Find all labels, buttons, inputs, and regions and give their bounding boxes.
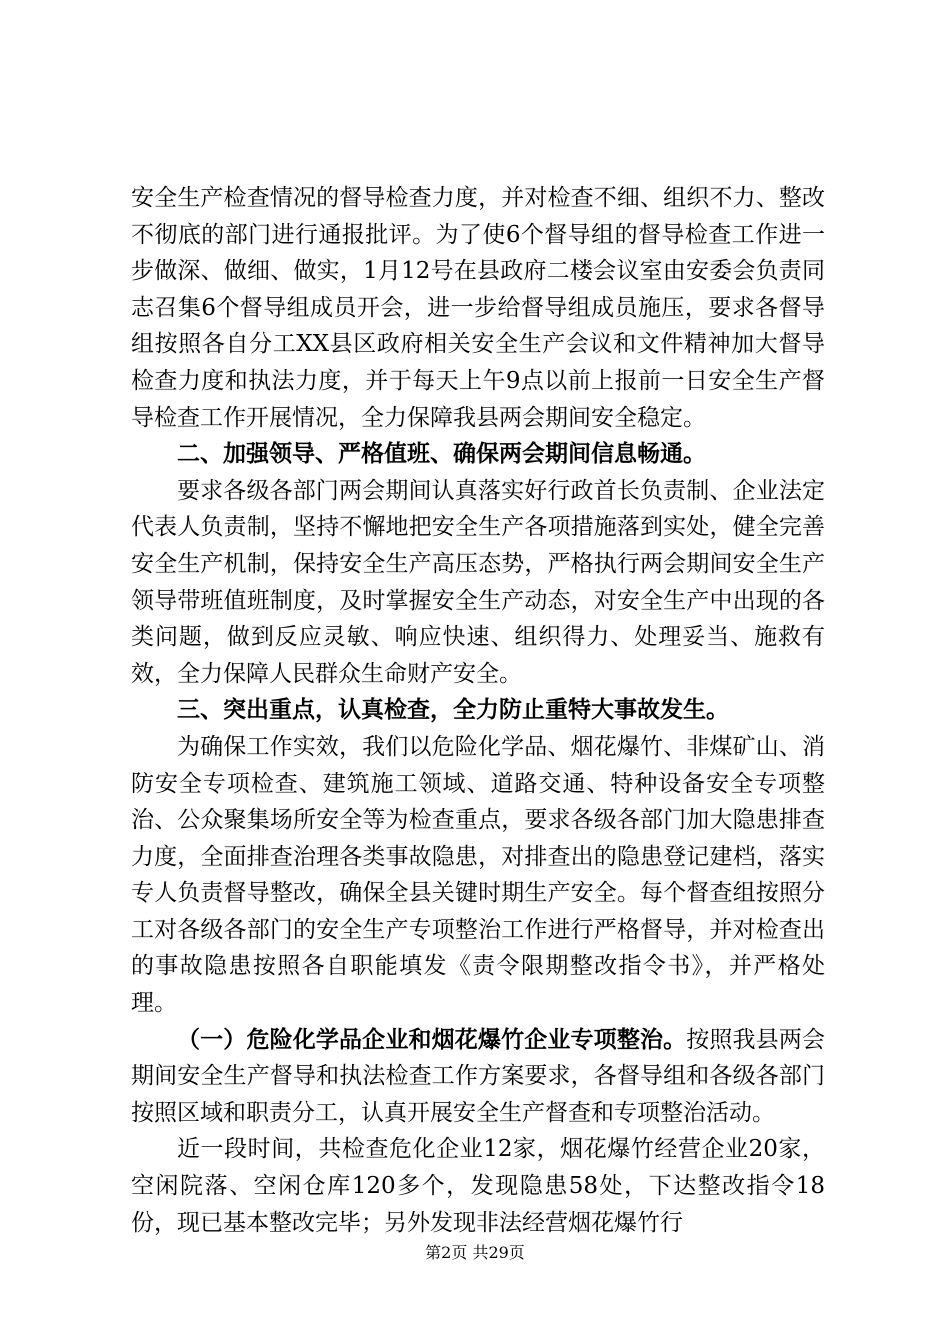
body-paragraph: 安全生产检查情况的督导检查力度，并对检查不细、组织不力、整改不彻底的部门进行通报批评。为了使6个督导组的督导检查工作进一步做深、做细、做实，1月12号在县政府二楼会议室由安委会负责同志召集6个督导组成员开会，进一步给督导组成员施压，要求各督导组按照各自分工XX县区政府相关安全生产会议和文件精神加大督导检查力度和执法力度，并于每天上午9点以前上报前一日安全生产督导检查工作开展情况，全力保障我县两会期间安全稳定。: [131, 185, 825, 431]
subsection-paragraph: [131, 1022, 825, 1132]
document-body: [131, 180, 825, 1241]
body-paragraph: 要求各级各部门两会期间认真落实好行政首长负责制、企业法定代表人负责制，坚持不懈地把安全生产各项措施落到实处，健全完善安全生产机制，保持安全生产高压态势，严格执行两会期间安全生产领导带班值班制度，及时掌握安全生产动态，对安全生产中出现的各类问题，做到反应灵敏、响应快速、组织得力、处理妥当、施救有效，全力保障人民群众生命财产安全。: [131, 477, 825, 687]
subsection-text: 按照我县两会期间安全生产督导和执法检查工作方案要求，各督导组和各级各部门按照区域和职责分工，认真开展安全生产督查和专项整治活动。: [131, 1026, 826, 1126]
section-heading: 二、加强领导、严格值班、确保两会期间信息畅通。: [177, 441, 706, 468]
body-paragraph: 为确保工作实效，我们以危险化学品、烟花爆竹、非煤矿山、消防安全专项检查、建筑施工领域、道路交通、特种设备安全专项整治、公众聚集场所安全等为检查重点，要求各级各部门加大隐患排查力度，全面排查治理各类事故隐患，对排查出的隐患登记建档，落实专人负责督导整改，确保全县关键时期生产安全。每个督查组按照分工对各级各部门的安全生产专项整治工作进行严格督导，并对检查出的事故隐患按照各自职能填发《责令限期整改指令书》，并严格处理。: [131, 733, 825, 1017]
body-paragraph: 近一段时间，共检查危化企业12家，烟花爆竹经营企业20家，空闲院落、空闲仓库120多个，发现隐患58处，下达整改指令18份，现已基本整改完毕；另外发现非法经营烟花爆竹行: [131, 1136, 825, 1236]
subsection-heading: （一）危险化学品企业和烟花爆竹企业专项整治。: [177, 1026, 687, 1053]
page-number-footer: 第2页 共29页: [425, 1243, 525, 1262]
section-heading: 三、突出重点，认真检查，全力防止重特大事故发生。: [177, 697, 729, 724]
